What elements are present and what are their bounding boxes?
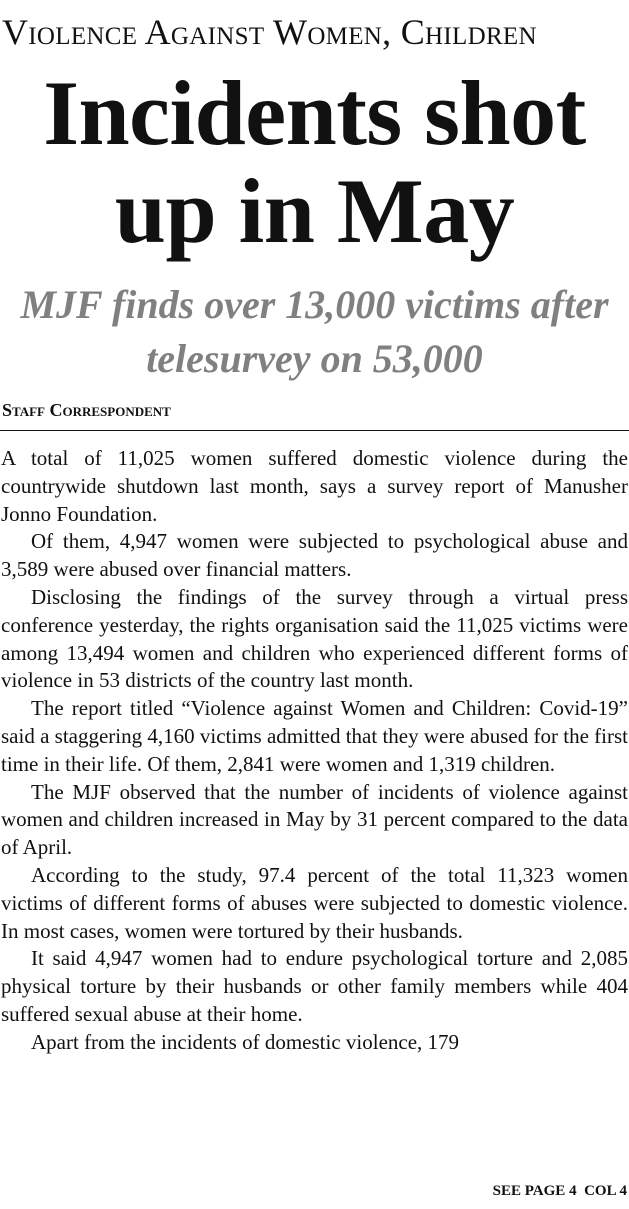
article-paragraph: According to the study, 97.4 percent of the total 11,323 women victims of different forms of abuses were subjected to domestic violence. In most cases, women were tortured by their husbands. — [1, 862, 628, 943]
article-paragraph: The MJF observed that the number of incidents of violence against women and children increased in May by 31 percent compared to the data of April. — [1, 779, 628, 860]
article-paragraph: Of them, 4,947 women were subjected to psychological abuse and 3,589 were abused over financial matters. — [1, 529, 628, 582]
article-paragraph: The report titled “Violence against Women and Children: Covid-19” said a staggering 4,160 victims admitted that they were abused for the first time in their life. Of them, 2,841 were women and 1,319 children. — [1, 696, 628, 776]
article-paragraph: Apart from the incidents of domestic violence, 179 — [31, 1029, 460, 1054]
jump-page-label: SEE PAGE 4 — [492, 1183, 577, 1199]
byline: Staff Correspondent — [2, 400, 171, 420]
article-paragraph: Disclosing the findings of the survey through a virtual press conference yesterday, the rights organisation said the 11,025 victims were among 13,494 women and children who experienced different forms of violence in 53 districts of the country last month. — [1, 584, 628, 693]
section-kicker: Violence Against Women, Children — [2, 12, 537, 52]
byline-divider — [0, 430, 629, 431]
article-paragraph: A total of 11,025 women suffered domestic violence during the countrywide shutdown last month, says a survey report of Manusher Jonno Foundation. — [1, 446, 628, 526]
jump-col-label: COL 4 — [584, 1183, 627, 1199]
article-paragraph: It said 4,947 women had to endure psychological torture and 2,085 physical torture by their husbands or other family members while 404 suffered sexual abuse at their home. — [1, 946, 628, 1026]
article-body — [1, 445, 628, 1057]
subheadline: MJF finds over 13,000 victims after telesurvey on 53,000 — [20, 282, 609, 381]
headline: Incidents shot up in May — [43, 62, 586, 262]
continuation-jump — [493, 1181, 627, 1201]
